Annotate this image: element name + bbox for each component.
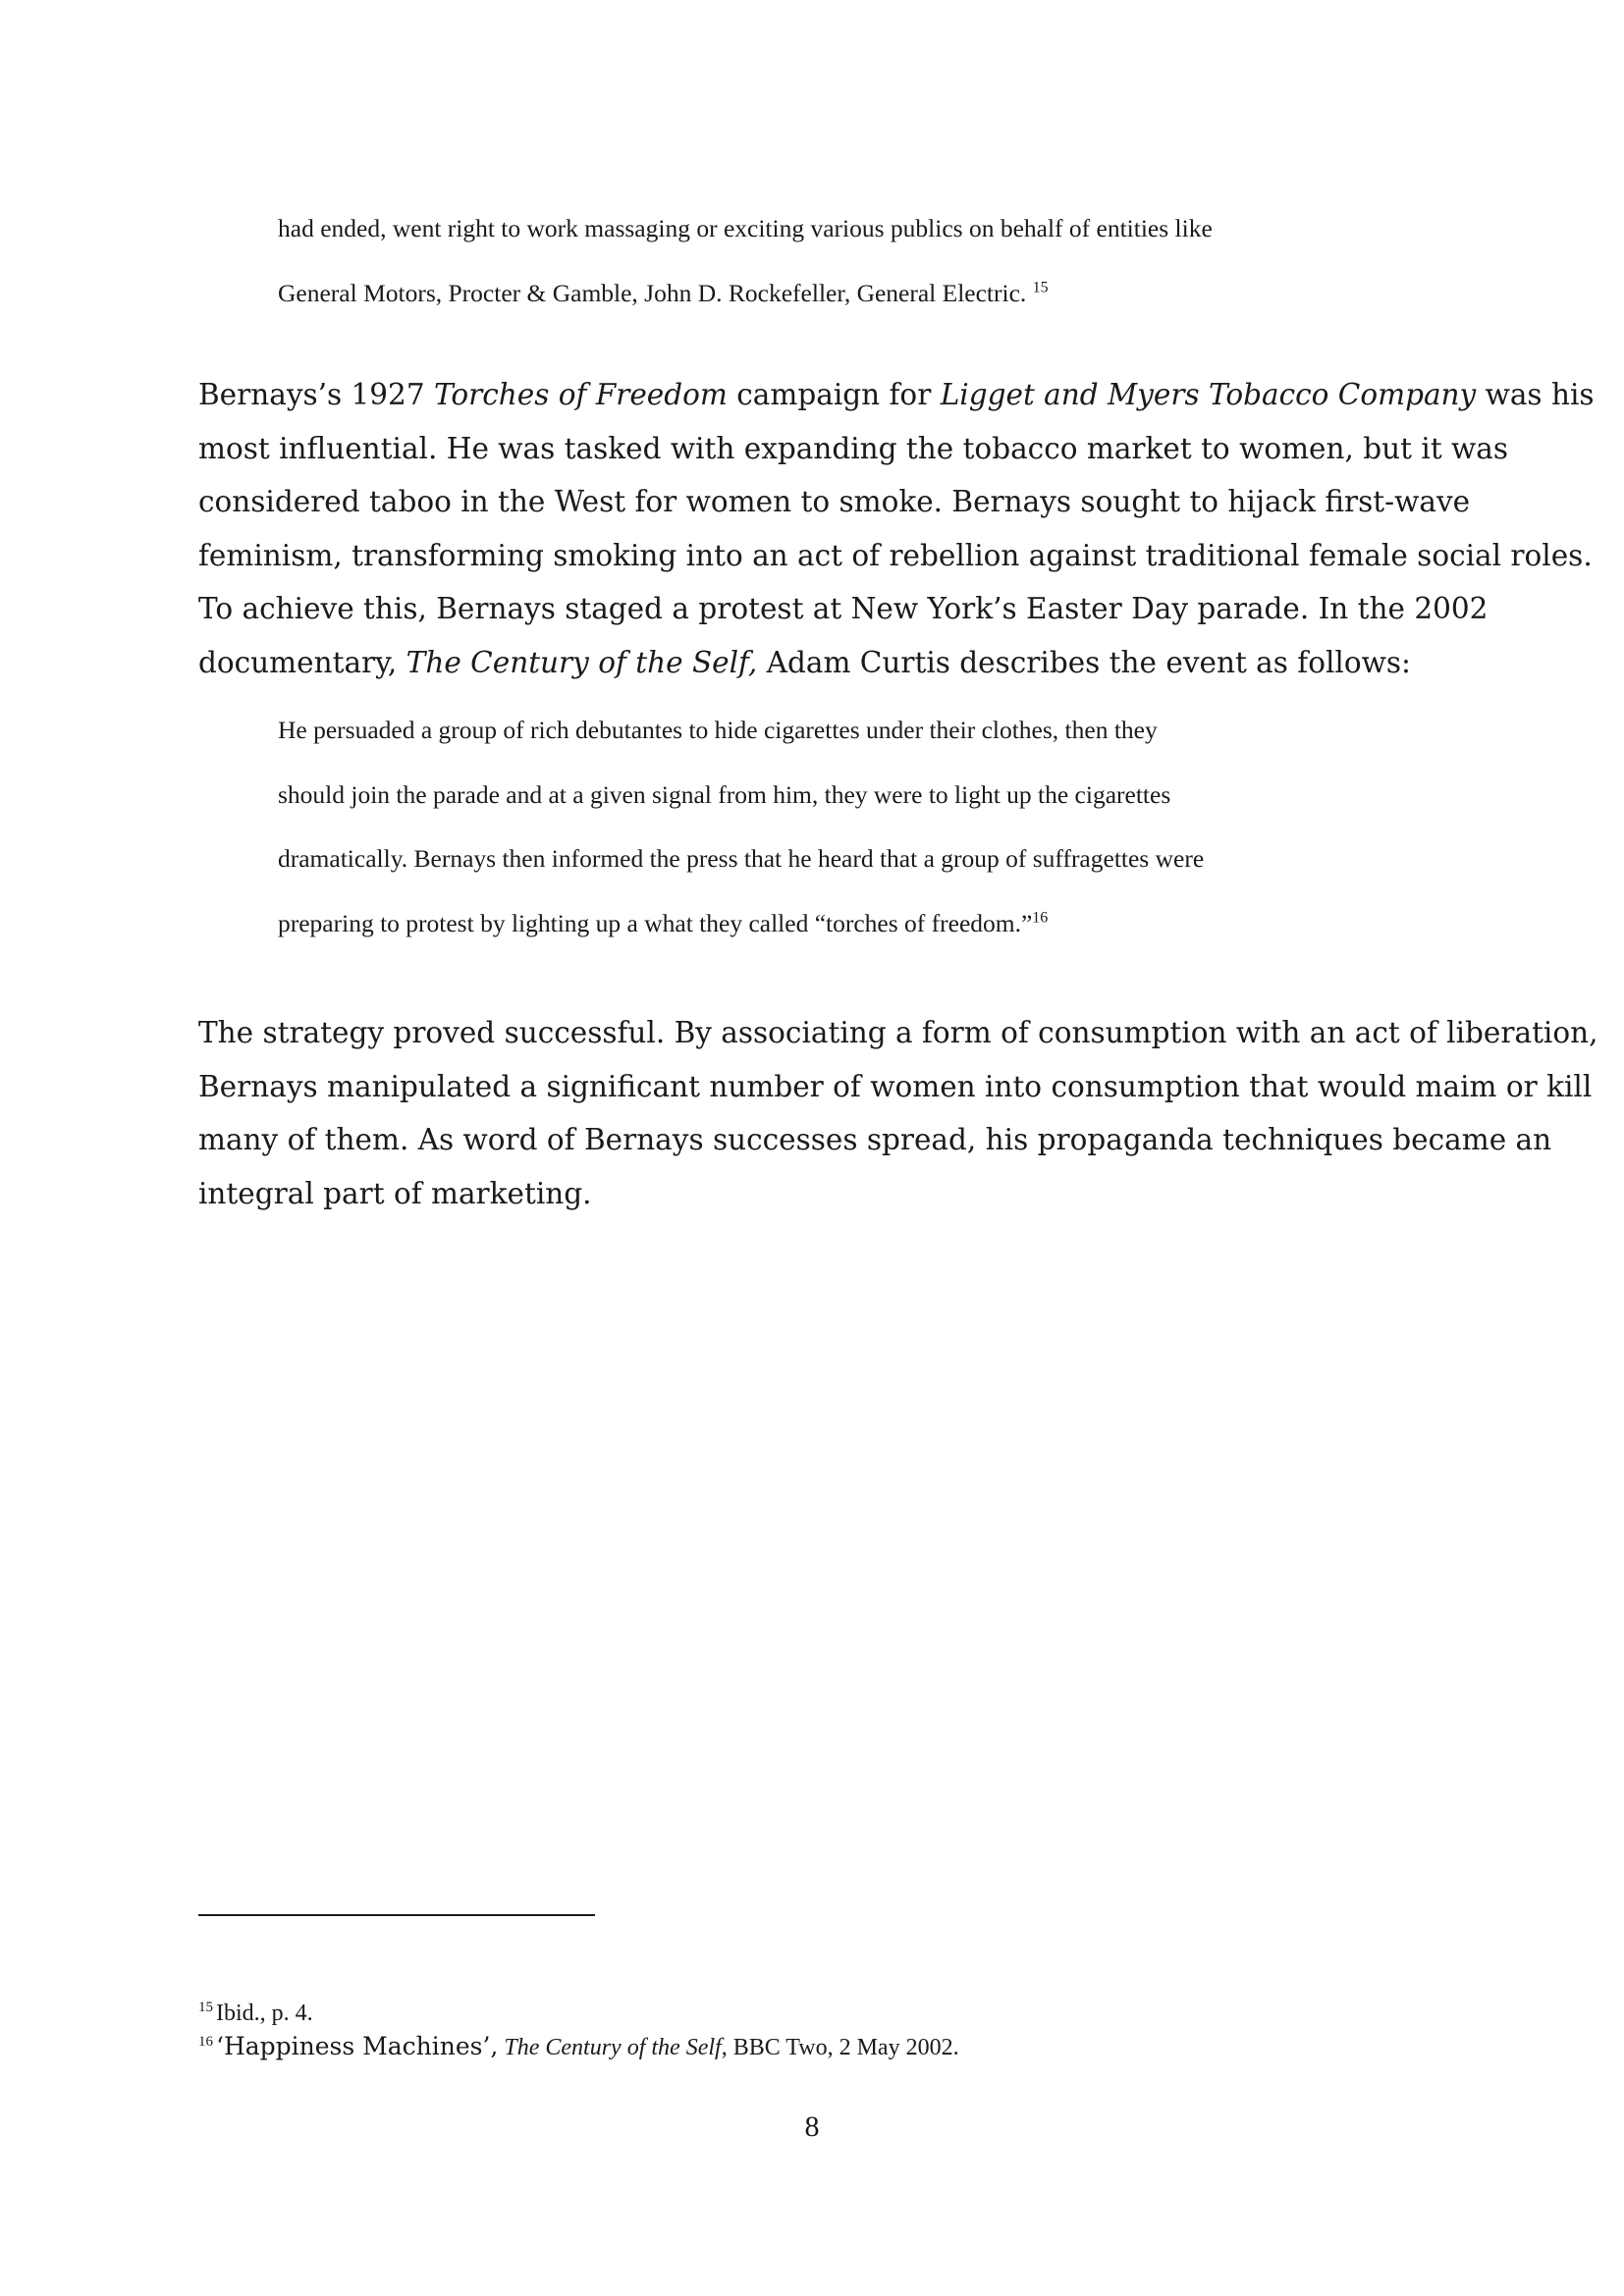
paragraph-line: feminism, transforming smoking into an act of rebellion against traditional female social roles. (198, 538, 1593, 572)
paragraph-line: considered taboo in the West for women to smoke. Bernays sought to hijack first-wave (198, 485, 1471, 518)
quote-line (278, 261, 1397, 326)
footnote-number: 16 (198, 2034, 213, 2050)
paragraph-line: most influential. He was tasked with expanding the tobacco market to women, but it was (198, 431, 1509, 465)
text-run: was his (1476, 378, 1595, 411)
paragraph-line (198, 368, 1595, 422)
quote-line-text: preparing to protest by lighting up a what they called “torches of freedom.” (278, 908, 1033, 937)
text-run: campaign for (727, 378, 941, 411)
quote-line (278, 891, 1397, 956)
footnote-text: Ibid., p. 4. (216, 2001, 313, 2026)
paragraph-line: Bernays manipulated a significant number of women into consumption that would maim or kill (198, 1069, 1593, 1103)
paragraph-strategy-success (198, 1006, 1598, 1220)
italic-company-name: Ligget and Myers Tobacco Company (940, 378, 1477, 411)
paragraph-line: To achieve this, Bernays staged a protest at New York’s Easter Day parade. In the 2002 (198, 592, 1489, 625)
footnote-ref-16[interactable]: 16 (1032, 909, 1049, 926)
footnote-15 (198, 1997, 1437, 2030)
footnote-16 (198, 2030, 1437, 2064)
block-quote-continuation (278, 196, 1397, 325)
quote-line: dramatically. Bernays then informed the press that he heard that a group of suffragettes were (278, 844, 1205, 873)
quote-line-text: General Motors, Procter & Gamble, John D. Rockefeller, General Electric. (278, 278, 1027, 307)
page-number: 8 (804, 2110, 820, 2143)
footnote-series-title: The Century of the Self (504, 2035, 722, 2060)
footnote-ref-15[interactable]: 15 (1032, 279, 1049, 295)
paragraph-line: The strategy proved successful. By associating a form of consumption with an act of liberation, (198, 1016, 1598, 1049)
footnote-separator (198, 1914, 595, 1916)
paragraph-line: integral part of marketing. (198, 1176, 592, 1210)
italic-title: Torches of Freedom (433, 378, 728, 411)
paragraph-torches-of-freedom (198, 368, 1595, 689)
quote-line: should join the parade and at a given signal from him, they were to light up the cigarettes (278, 779, 1171, 809)
footnote-episode-title: ‘Happiness Machines’, (216, 2032, 499, 2060)
footnote-number: 15 (198, 2000, 213, 2015)
footnote-text: , BBC Two, 2 May 2002. (721, 2035, 959, 2060)
quote-line: had ended, went right to work massaging or exciting various publics on behalf of entities like (278, 214, 1213, 242)
quote-line: He persuaded a group of rich debutantes to hide cigarettes under their clothes, then they (278, 716, 1158, 744)
block-quote-curtis (278, 698, 1397, 955)
italic-title: The Century of the Self, (406, 645, 758, 679)
paragraph-line (198, 636, 1437, 690)
paragraph-line: many of them. As word of Bernays successes spread, his propaganda techniques became an (198, 1123, 1552, 1156)
text-run: documentary, (198, 645, 406, 679)
footnotes (198, 1997, 1437, 2064)
text-run: Adam Curtis describes the event as follows: (757, 645, 1411, 679)
text-run: Bernays’s 1927 (198, 378, 434, 411)
